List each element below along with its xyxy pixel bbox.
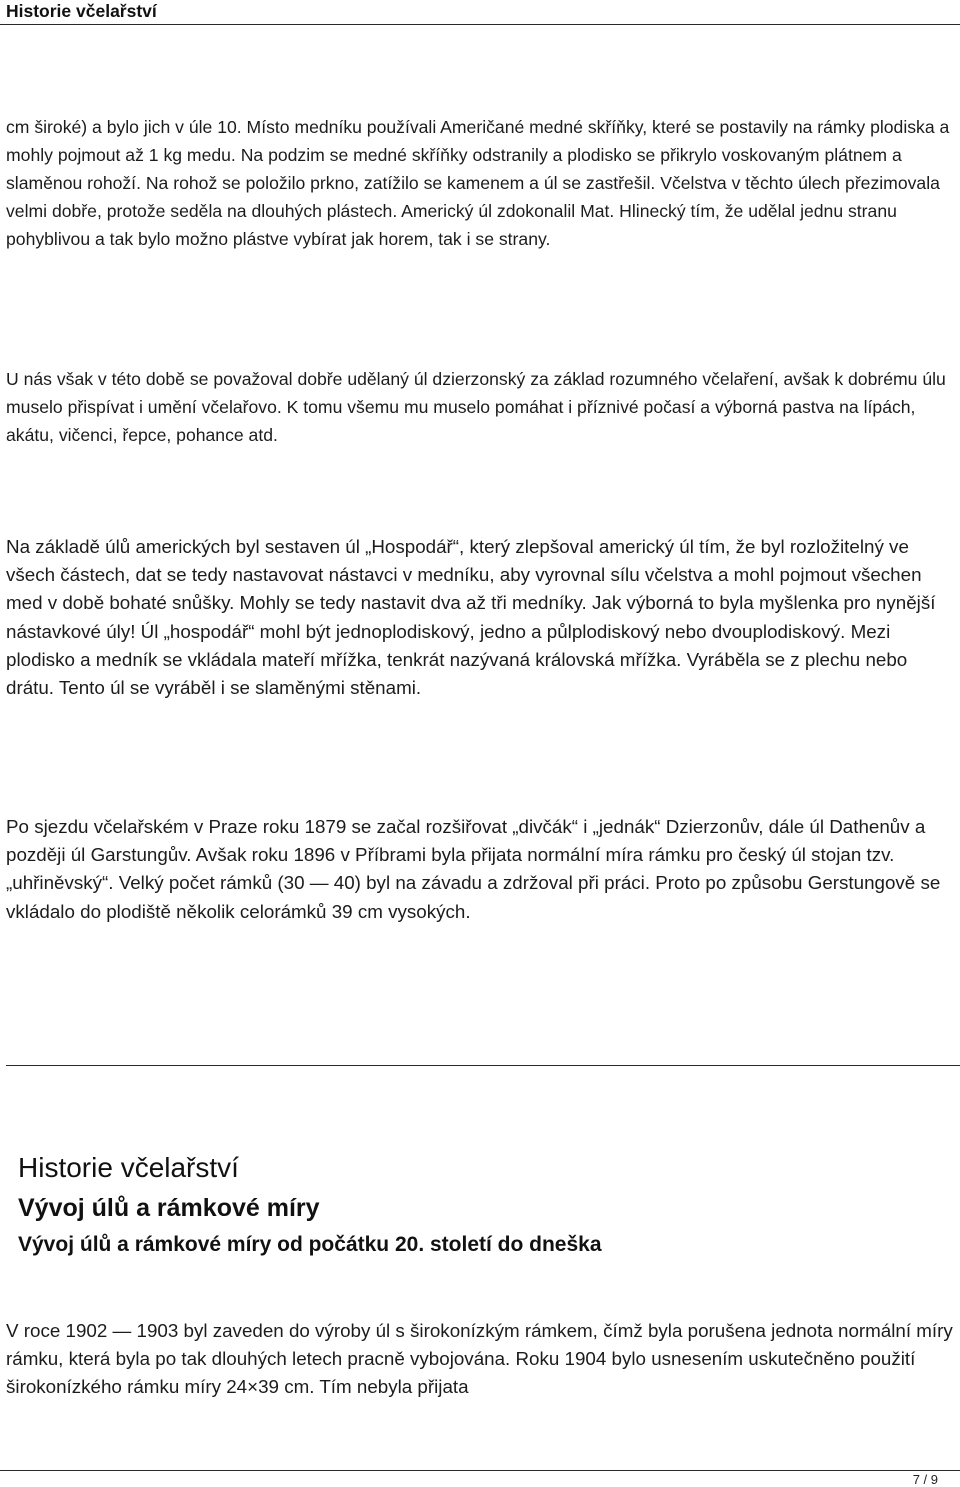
page-number: 7 / 9 (912, 1472, 938, 1487)
footer-divider (0, 1470, 960, 1471)
section-subsubtitle: Vývoj úlů a rámkové míry od počátku 20. století do dneška (18, 1233, 602, 1256)
paragraph-dzierzon-hive: U nás však v této době se považoval dobře udělaný úl dzierzonský za základ rozumného včelaření, avšak k dobrému úlu muselo přispívat i umění včelařovo. K tomu všemu mu muselo pomáhat i příznivé počasí a výborná pastva na lípách, akátu, vičenci, řepce, pohance atd. (6, 369, 946, 445)
paragraph-american-hives: cm široké) a bylo jich v úle 10. Místo medníku používali Američané medné skříňky, které se postavily na rámky plodiska a mohly pojmout až 1 kg medu. Na podzim se medné skříňky odstranily a plodisko se přikrylo voskovaným plátnem a slaměnou rohoží. Na rohož se položilo prkno, zatížilo se kamenem a úl se zastřešil. Včelstva v těchto úlech přezimovala velmi dobře, protože seděla na dlouhých plástech. Americký úl zdokonalil Mat. Hlinecký tím, že udělal jednu stranu pohyblivou a tak bylo možno plástve vybírat jak horem, tak i se strany. (6, 117, 950, 249)
paragraph-hospodar-hive: Na základě úlů amerických byl sestaven úl „Hospodář“, který zlepšoval americký úl tím, že byl rozložitelný ve všech částech, dat se tedy nastavovat nástavci v medníku, aby vyrovnal sílu včelstva a mohl pojmout všechen med v době bohaté snůšky. Mohly se tedy nastavit dva až tři medníky. Jak výborná to byla myšlenka pro nynější nástavkové úly! Úl „hospodář“ mohl být jednoplodiskový, jedno a půlplodiskový nebo dvouplodiskový. Mezi plodisko a medník se vkládala mateří mřížka, tenkrát nazývaná královská mřížka. Vyráběla se z plechu nebo drátu. Tento úl se vyráběl i se slaměnými stěnami. (6, 536, 936, 699)
page-header-title: Historie včelařství (6, 1, 157, 21)
paragraph-congress-1879: Po sjezdu včelařském v Praze roku 1879 se začal rozšiřovat „divčák“ i „jednák“ Dzierzonův, dále úl Dathenův a později úl Garstungův. Avšak roku 1896 v Příbrami byla přijata normální míra rámku pro český úl stojan tzv. „uhřiněvský“. Velký počet rámků (30 — 40) byl na závadu a zdržoval při práci. Proto po způsobu Gerstungově se vkládalo do plodiště několik celorámků 39 cm vysokých. (6, 816, 941, 922)
paragraph-1902-1903: V roce 1902 — 1903 byl zaveden do výroby úl s širokonízkým rámkem, čímž byla porušena jednota normální míry rámku, která byla po tak dlouhých letech pracně vybojována. Roku 1904 bylo usnesením uskutečněno použití širokonízkého rámku míry 24×39 cm. Tím nebyla přijata (6, 1320, 953, 1398)
section-subtitle: Vývoj úlů a rámkové míry (18, 1194, 320, 1222)
section-divider (6, 1065, 960, 1066)
section-title: Historie včelařství (18, 1152, 239, 1183)
header-divider (0, 24, 960, 25)
